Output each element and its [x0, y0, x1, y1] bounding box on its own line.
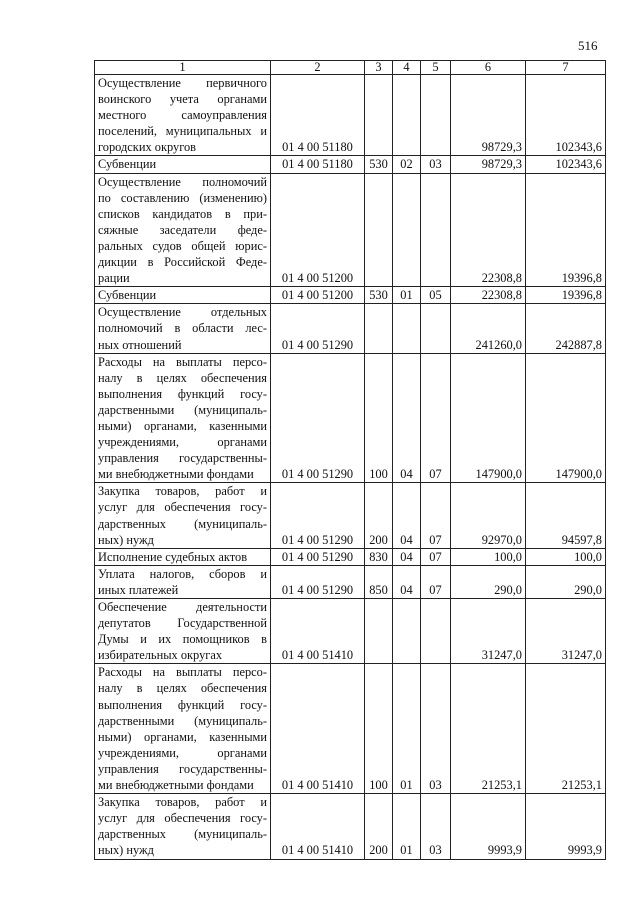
expense-type-cell: 100 [365, 664, 393, 794]
expense-name-line: услуг для обеспечения госу- [98, 811, 267, 826]
header-col-4: 4 [393, 61, 421, 75]
header-col-5: 5 [421, 61, 451, 75]
expense-type-cell: 200 [365, 483, 393, 548]
expense-type-cell: 100 [365, 353, 393, 483]
expense-type-cell [365, 304, 393, 353]
amount-year2-cell: 94597,8 [526, 483, 606, 548]
header-col-7: 7 [526, 61, 606, 75]
table-row [95, 75, 606, 156]
amount-year1-cell: 92970,0 [451, 483, 526, 548]
expense-name-line: сяжные заседатели феде- [98, 222, 267, 237]
expense-name-line: Расходы на выплаты персо- [98, 665, 267, 680]
table-row [95, 483, 606, 548]
expense-name-cell [95, 173, 271, 287]
expense-name-line: ных) нужд [98, 532, 154, 547]
table-row [95, 353, 606, 483]
expense-name-line: дикции в Российской Феде- [98, 255, 267, 270]
section-cell: 01 [393, 664, 421, 794]
table-header-row [95, 61, 606, 75]
table-row [95, 565, 606, 598]
section-cell: 04 [393, 548, 421, 565]
amount-year1-cell: 22308,8 [451, 287, 526, 304]
section-cell [393, 75, 421, 156]
subsection-cell: 07 [421, 548, 451, 565]
amount-year1-cell: 98729,3 [451, 75, 526, 156]
expense-name-line: ных отношений [98, 337, 182, 352]
section-cell: 02 [393, 156, 421, 173]
expense-type-cell: 830 [365, 548, 393, 565]
subsection-cell [421, 599, 451, 664]
expense-name-cell [95, 548, 271, 565]
table-row [95, 794, 606, 859]
subsection-cell: 07 [421, 353, 451, 483]
expense-name-cell [95, 156, 271, 173]
target-code-cell: 01 4 00 51180 [271, 75, 365, 156]
target-code-cell: 01 4 00 51290 [271, 304, 365, 353]
expense-type-cell: 530 [365, 156, 393, 173]
expense-name-line: городских округов [98, 140, 197, 155]
section-cell [393, 304, 421, 353]
expense-name-cell [95, 794, 271, 859]
target-code-cell: 01 4 00 51290 [271, 548, 365, 565]
expense-name-line: местного самоуправления [98, 108, 267, 123]
target-code-cell: 01 4 00 51290 [271, 353, 365, 483]
amount-year2-cell: 242887,8 [526, 304, 606, 353]
amount-year2-cell: 9993,9 [526, 794, 606, 859]
header-col-2: 2 [271, 61, 365, 75]
expense-name-line: дарственных (муниципаль- [98, 516, 267, 531]
target-code-cell: 01 4 00 51200 [271, 173, 365, 287]
expense-name-line: дарственных (муниципаль- [98, 827, 267, 842]
amount-year1-cell: 100,0 [451, 548, 526, 565]
expense-name-line: Субвенции [98, 288, 157, 303]
amount-year1-cell: 241260,0 [451, 304, 526, 353]
expense-name-line: управления государственны- [98, 451, 267, 466]
amount-year2-cell: 290,0 [526, 565, 606, 598]
section-cell: 04 [393, 483, 421, 548]
expense-name-line: Закупка товаров, работ и [98, 795, 267, 810]
expense-name-cell [95, 483, 271, 548]
expense-name-line: депутатов Государственной [98, 616, 267, 631]
amount-year1-cell: 31247,0 [451, 599, 526, 664]
expense-name-line: выполнения функций госу- [98, 386, 267, 401]
amount-year2-cell: 21253,1 [526, 664, 606, 794]
expense-name-line: списков кандидатов в при- [98, 206, 267, 221]
expense-type-cell [365, 173, 393, 287]
expense-name-line: налу в целях обеспечения [98, 370, 267, 385]
expense-name-line: иных платежей [98, 582, 179, 597]
subsection-cell [421, 75, 451, 156]
expense-type-cell: 200 [365, 794, 393, 859]
expense-name-cell [95, 599, 271, 664]
expense-name-line: дарственными (муниципаль- [98, 713, 267, 728]
header-col-3: 3 [365, 61, 393, 75]
expense-name-line: ными) органами, казенными [98, 418, 267, 433]
expense-name-line: Расходы на выплаты персо- [98, 354, 267, 369]
table-row [95, 664, 606, 794]
expense-name-line: ми внебюджетными фондами [98, 467, 254, 482]
amount-year1-cell: 22308,8 [451, 173, 526, 287]
expense-name-line: поселений, муниципальных и [98, 124, 267, 139]
expense-name-line: управления государственны- [98, 761, 267, 776]
expense-name-line: дарственными (муниципаль- [98, 402, 267, 417]
expense-name-line: рации [98, 271, 130, 286]
subsection-cell: 03 [421, 794, 451, 859]
subsection-cell: 07 [421, 565, 451, 598]
table-row [95, 304, 606, 353]
target-code-cell: 01 4 00 51290 [271, 565, 365, 598]
expense-name-line: полномочий в области лес- [98, 321, 267, 336]
expense-name-line: воинского учета органами [98, 92, 267, 107]
amount-year2-cell: 102343,6 [526, 75, 606, 156]
expense-name-line: Думы и их помощников в [98, 632, 267, 647]
section-cell: 04 [393, 353, 421, 483]
expense-name-cell [95, 75, 271, 156]
expense-name-line: Осуществление полномочий [98, 174, 267, 189]
expense-name-line: Осуществление отдельных [98, 305, 267, 320]
target-code-cell: 01 4 00 51180 [271, 156, 365, 173]
expense-type-cell [365, 599, 393, 664]
table-row [95, 599, 606, 664]
amount-year2-cell: 19396,8 [526, 287, 606, 304]
amount-year2-cell: 31247,0 [526, 599, 606, 664]
section-cell: 01 [393, 287, 421, 304]
amount-year1-cell: 290,0 [451, 565, 526, 598]
expense-name-line: налу в целях обеспечения [98, 681, 267, 696]
expense-name-cell [95, 287, 271, 304]
table-row [95, 156, 606, 173]
table-row [95, 548, 606, 565]
section-cell [393, 599, 421, 664]
expense-name-line: ными) органами, казенными [98, 729, 267, 744]
expense-name-line: Обеспечение деятельности [98, 600, 267, 614]
target-code-cell: 01 4 00 51290 [271, 483, 365, 548]
amount-year1-cell: 9993,9 [451, 794, 526, 859]
amount-year2-cell: 147900,0 [526, 353, 606, 483]
target-code-cell: 01 4 00 51410 [271, 794, 365, 859]
expense-type-cell: 530 [365, 287, 393, 304]
header-col-1: 1 [95, 61, 271, 75]
expense-name-line: избирательных округах [98, 648, 223, 663]
target-code-cell: 01 4 00 51410 [271, 664, 365, 794]
header-col-6: 6 [451, 61, 526, 75]
budget-table [94, 60, 606, 860]
expense-name-cell [95, 304, 271, 353]
expense-name-line: Закупка товаров, работ и [98, 484, 267, 499]
expense-name-line: учреждениями, органами [98, 745, 267, 760]
subsection-cell: 05 [421, 287, 451, 304]
amount-year1-cell: 98729,3 [451, 156, 526, 173]
amount-year2-cell: 19396,8 [526, 173, 606, 287]
expense-name-line: Исполнение судебных актов [98, 549, 248, 564]
expense-name-cell [95, 565, 271, 598]
expense-name-line: ми внебюджетными фондами [98, 778, 254, 793]
amount-year1-cell: 21253,1 [451, 664, 526, 794]
table-row [95, 173, 606, 287]
expense-name-line: ных) нужд [98, 843, 154, 858]
subsection-cell: 03 [421, 156, 451, 173]
expense-name-line: Субвенции [98, 157, 157, 172]
subsection-cell [421, 304, 451, 353]
expense-type-cell [365, 75, 393, 156]
subsection-cell: 03 [421, 664, 451, 794]
amount-year1-cell: 147900,0 [451, 353, 526, 483]
target-code-cell: 01 4 00 51410 [271, 599, 365, 664]
expense-name-line: Уплата налогов, сборов и [98, 566, 267, 581]
section-cell: 01 [393, 794, 421, 859]
subsection-cell: 07 [421, 483, 451, 548]
section-cell [393, 173, 421, 287]
target-code-cell: 01 4 00 51200 [271, 287, 365, 304]
expense-name-cell [95, 664, 271, 794]
expense-name-line: выполнения функций госу- [98, 697, 267, 712]
expense-name-cell [95, 353, 271, 483]
table-row [95, 287, 606, 304]
expense-name-line: услуг для обеспечения госу- [98, 500, 267, 515]
expense-name-line: по составлению (изменению) [98, 190, 267, 205]
amount-year2-cell: 100,0 [526, 548, 606, 565]
expense-name-line: ральных судов общей юрис- [98, 238, 267, 253]
page-number: 516 [578, 38, 598, 53]
amount-year2-cell: 102343,6 [526, 156, 606, 173]
subsection-cell [421, 173, 451, 287]
expense-name-line: учреждениями, органами [98, 435, 267, 450]
expense-type-cell: 850 [365, 565, 393, 598]
expense-name-line: Осуществление первичного [98, 76, 267, 90]
section-cell: 04 [393, 565, 421, 598]
